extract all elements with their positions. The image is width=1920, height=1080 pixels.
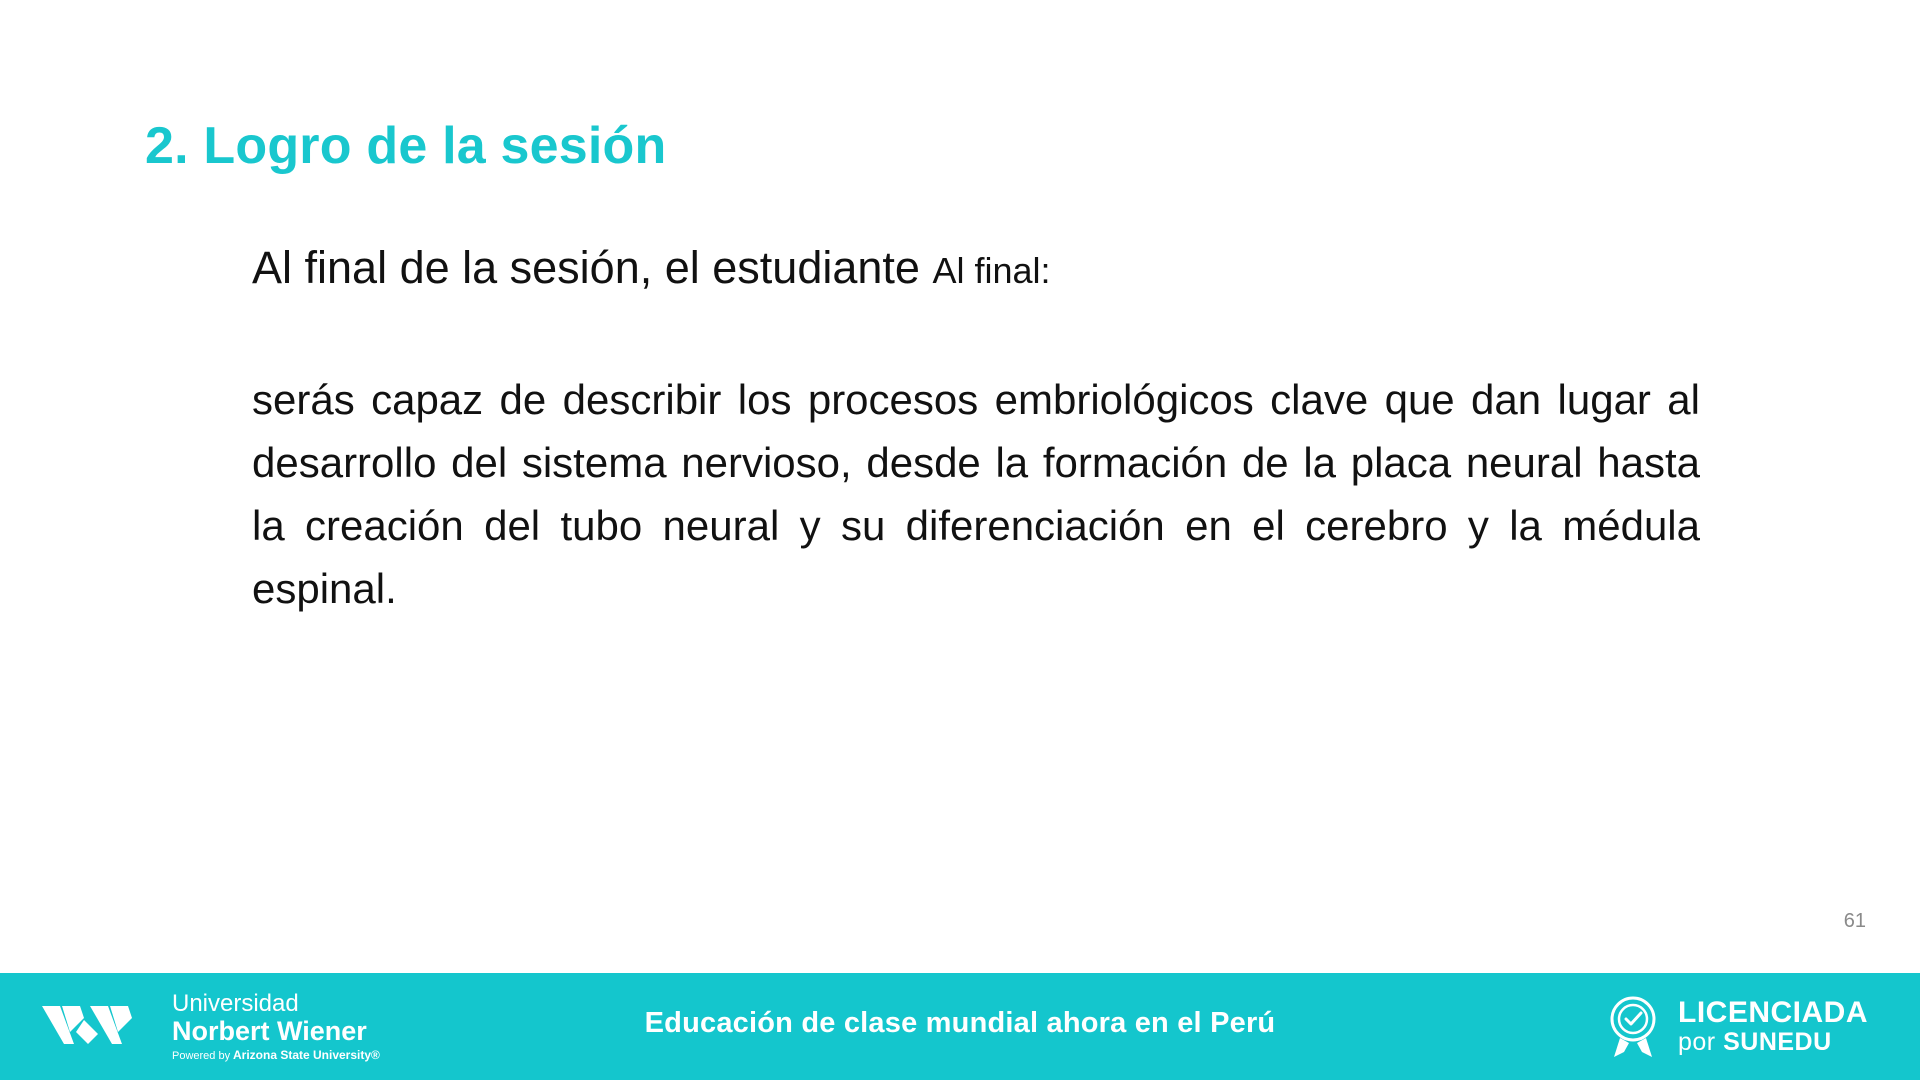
university-line2: Norbert Wiener	[172, 1015, 367, 1046]
accreditation-line1: LICENCIADA	[1678, 996, 1868, 1030]
lead-trailing-text: Al final:	[932, 250, 1051, 291]
page-title: 2. Logro de la sesión	[145, 117, 667, 175]
lead-main-text: Al final de la sesión, el estudiante	[252, 242, 920, 293]
body-content	[252, 240, 1704, 620]
university-powered-by	[172, 1049, 380, 1063]
award-seal-icon	[1602, 993, 1664, 1059]
accreditation-prefix: por	[1678, 1027, 1716, 1056]
footer-tagline: Educación de clase mundial ahora en el Perú	[644, 1007, 1276, 1039]
page-number: 61	[1843, 910, 1866, 932]
accreditation-entity: SUNEDU	[1723, 1027, 1832, 1056]
powered-by-name: Arizona State University®	[232, 1048, 380, 1063]
powered-by-prefix: Powered by	[172, 1050, 231, 1063]
objective-paragraph: serás capaz de describir los procesos embriológicos clave que dan lugar al desarrollo del sistema nervioso, desde la formación de la placa neural hasta la creación del tubo neural y su diferenciación en el cerebro y la médula espinal.	[252, 376, 1700, 613]
accreditation-badge	[1602, 993, 1868, 1059]
accreditation-text-block	[1678, 997, 1868, 1055]
footer-bar	[0, 973, 1920, 1080]
lead-line	[252, 240, 1704, 296]
accreditation-line2	[1678, 1029, 1868, 1055]
university-line1: Universidad	[172, 990, 299, 1017]
